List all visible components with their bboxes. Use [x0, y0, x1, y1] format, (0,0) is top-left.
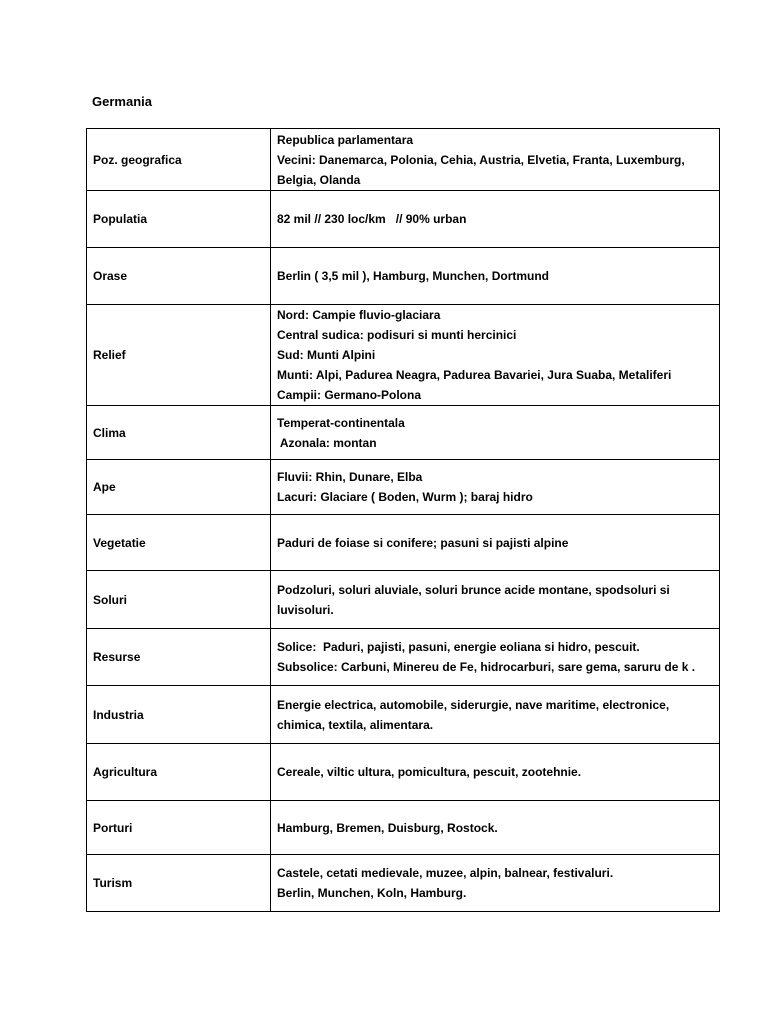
- value-line: Fluvii: Rhin, Dunare, Elba: [277, 470, 423, 484]
- table-row: [87, 515, 720, 571]
- row-label: Poz. geografica: [87, 129, 271, 191]
- row-label: Orase: [87, 248, 271, 305]
- value-line: Podzoluri, soluri aluviale, soluri brunce acide montane, spodsoluri si luvisoluri.: [277, 582, 670, 617]
- value-line: Hamburg, Bremen, Duisburg, Rostock.: [277, 820, 498, 835]
- row-label: Ape: [87, 460, 271, 515]
- row-value: [271, 191, 720, 248]
- table-row: [87, 571, 720, 629]
- row-label: Resurse: [87, 629, 271, 686]
- table-row: [87, 248, 720, 305]
- row-label: Agricultura: [87, 744, 271, 801]
- value-line: Sud: Munti Alpini: [277, 348, 376, 362]
- geography-table: [86, 128, 720, 912]
- value-line: Subsolice: Carbuni, Minereu de Fe, hidrocarburi, sare gema, saruru de k .: [277, 660, 696, 674]
- row-value: [271, 686, 720, 744]
- row-value: [271, 248, 720, 305]
- value-line: Campii: Germano-Polona: [277, 388, 422, 402]
- value-line: Energie electrica, automobile, siderurgie, nave maritime, electronice, chimica, textila, alimentara.: [277, 697, 670, 732]
- table-row: [87, 406, 720, 460]
- value-line: Central sudica: podisuri si munti hercinici: [277, 328, 517, 342]
- row-label: Turism: [87, 855, 271, 912]
- table-row: [87, 305, 720, 406]
- value-line: Lacuri: Glaciare ( Boden, Wurm ); baraj hidro: [277, 490, 533, 504]
- row-value: [271, 406, 720, 460]
- row-value: [271, 629, 720, 686]
- row-value: [271, 460, 720, 515]
- value-line: Paduri de foiase si conifere; pasuni si pajisti alpine: [277, 535, 569, 550]
- value-line: Munti: Alpi, Padurea Neagra, Padurea Bavariei, Jura Suaba, Metaliferi: [277, 368, 672, 382]
- row-value: [271, 129, 720, 191]
- table-row: [87, 801, 720, 855]
- row-value: [271, 801, 720, 855]
- value-line: Cereale, viltic ultura, pomicultura, pescuit, zootehnie.: [277, 765, 582, 779]
- row-value: [271, 855, 720, 912]
- table-row: [87, 129, 720, 191]
- value-line: Berlin, Munchen, Koln, Hamburg.: [277, 886, 467, 900]
- row-value: [271, 571, 720, 629]
- value-line: 82 mil // 230 loc/km // 90% urban: [277, 212, 467, 226]
- row-value: [271, 305, 720, 406]
- value-line: Vecini: Danemarca, Polonia, Cehia, Austria, Elvetia, Franta, Luxemburg, Belgia, Olanda: [277, 152, 685, 187]
- value-line: Republica parlamentara: [277, 132, 414, 147]
- row-label: Vegetatie: [87, 515, 271, 571]
- value-line: Berlin ( 3,5 mil ), Hamburg, Munchen, Dortmund: [277, 269, 550, 283]
- row-label: Soluri: [87, 571, 271, 629]
- row-label: Industria: [87, 686, 271, 744]
- value-line: Castele, cetati medievale, muzee, alpin, balnear, festivaluri.: [277, 866, 614, 880]
- document-title: Germania: [92, 94, 152, 109]
- value-line: Nord: Campie fluvio-glaciara: [277, 308, 441, 322]
- row-label: Porturi: [87, 801, 271, 855]
- value-line: Solice: Paduri, pajisti, pasuni, energie eoliana si hidro, pescuit.: [277, 640, 640, 654]
- table-row: [87, 744, 720, 801]
- row-label: Clima: [87, 406, 271, 460]
- table-row: [87, 629, 720, 686]
- value-line: Temperat-continentala: [277, 415, 405, 430]
- table-row: [87, 460, 720, 515]
- table-row: [87, 191, 720, 248]
- row-label: Relief: [87, 305, 271, 406]
- row-value: [271, 744, 720, 801]
- table-row: [87, 686, 720, 744]
- row-label: Populatia: [87, 191, 271, 248]
- value-line: Azonala: montan: [277, 435, 377, 450]
- row-value: [271, 515, 720, 571]
- table-row: [87, 855, 720, 912]
